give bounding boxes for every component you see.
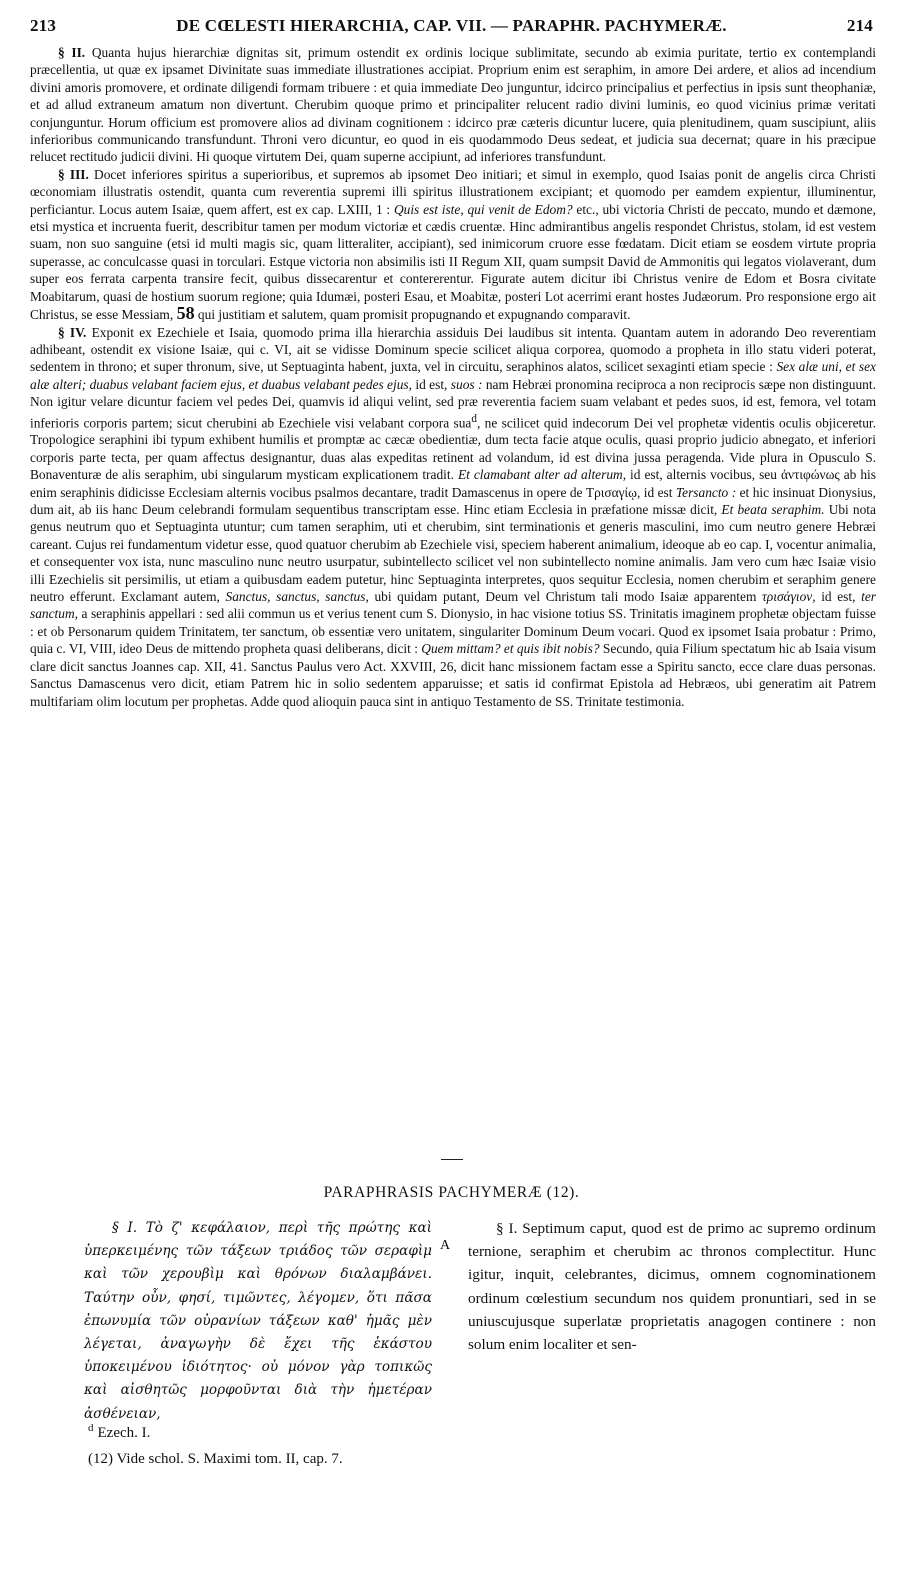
page-number-left: 213 <box>30 16 57 35</box>
paragraph-text: a seraphinis appellari : sed alii commun us et verius tenent cum S. Dionysio, in hac visione totius SS. Trinitatis imaginem prophetæ objectam fuisse : et ob Personarum quidem Trinitatem, ter sanctum, ob essentiæ vero unitatem, singulariter Dominum Deum vocari. Quod ex ipsomet Isaia probatur : Primo, quia c. VI, VIII, ideo Deus de mittendo propheta quasi deliberans, dicit : <box>30 606 876 657</box>
scripture-quote: ter sanctum, <box>30 589 876 622</box>
page-number-right: 214 <box>846 16 873 35</box>
section-2 <box>30 44 876 166</box>
paragraph-text: Exponit ex Ezechiele et Isaia, quomodo prima illa hierarchia assiduis Dei laudibus sit intenta. Quantam autem in adorando Deo reverentiam adhibeant, ostendit ex visione Isaiæ, qui c. VI, ait se vidisse Dominum specie scilicet aliqua corporea, quomodo a propheta in illo statu videri poterat, sedentem in throno; et super thronum, sive, ut Septuaginta habent, juxta, vel in circuitu, seraphinos alatos, scilicet sexaginti etiam specie : <box>30 324 877 375</box>
section-mark: § II. <box>58 45 86 60</box>
section-3 <box>30 166 876 324</box>
greek-term: τρισάγιον, <box>762 589 816 605</box>
running-title: DE CŒLESTI HIERARCHIA, CAP. VII. — PARAPHR. PACHYMERÆ. <box>176 16 727 35</box>
scripture-quote: Quem mittam? et quis ibit nobis? <box>421 641 600 657</box>
paragraph-text: Docet inferiores spiritus a superioribus, et supremos ab ipsomet Deo initiari; et simul in exemplo, quod Isaias ponit de angelis circa Christi œconomiam illustratis ostendit, quanta cum reverentia supremi illi spiritus illustrationem excipiant; et quomodo per eamdem expientur, illuminentur, perficiantur. Locus autem Isaiæ, quem affert, est ex cap. LXIII, 1 : <box>30 166 876 217</box>
running-header <box>30 16 873 38</box>
section-divider <box>441 1159 463 1160</box>
paragraph-text: Ubi nota genus neutrum quo et Septuaginta utuntur; cum tamen seraphim, uti et cherubim, sint terminationis et generis masculini, imo cum neutro genere Hebræi careant. Cujus rei fundamentum videtur esse, quod quatuor cherubim ab Ezechiele visi, speciem haberent animalium, ideoque ab eo cap. I, vocentur animalia, et consequenter vox ista, nunc masculino nunc neutro usurpatur, subintellecto scilicet vel non subintellecto nomine animalis. Jam vero cum hæc Isaiæ visio illi Ezechielis sit persimilis, ut etiam a quibusdam eadem putetur, hinc Septuaginta interpretes, quos sequitur Ecclesia, nomen cherubim et seraphim genere neutro efferunt. Exclamant autem, <box>30 502 876 605</box>
latin-column <box>468 1217 876 1356</box>
scripture-quote: suos : <box>450 376 483 392</box>
scripture-quote: Et clamabant alter ad alterum, <box>457 467 627 483</box>
scripture-quote: Quis est iste, qui venit de Edom? <box>393 201 573 217</box>
footnote-d <box>88 1415 343 1446</box>
section-mark: § III. <box>58 166 89 182</box>
scripture-quote: Et beata seraphim. <box>721 502 825 518</box>
greek-column <box>84 1217 432 1426</box>
footnote-text: Ezech. I. <box>97 1425 151 1441</box>
commentary-text <box>30 44 876 710</box>
section-4 <box>30 324 876 710</box>
footnotes <box>88 1415 343 1472</box>
paragraph-text: ubi quidam putant, Deum vel Christum tali modo Isaiæ apparentem <box>374 589 757 605</box>
scripture-quote: Tersancto : <box>675 484 737 500</box>
paragraph-text: id est, <box>415 376 448 392</box>
paragraph-text: etc., ubi victoria Christi de peccato, mundo et dæmone, etsi mystica et incruenta fuerit, describitur tamen per modum victoriæ et cædis cruentæ. Hinc admirantibus angelis respondet Christus, stolam, id est vestem suam, non suo sanguine (etsi id multi magis sic, quam litteraliter, accipiant), sed inimicorum cruore esse fœdatam. Dicit etiam se eosdem virtute propria superasse, ac conculcasse quasi in torculari. Estque victoria non absimilis isti II Regum XII, quam sumpsit David de Ammonitis qui legatos violaverant, dum super eos ferrata carpenta transire fecit, quibus dissecarentur et contererentur. Figurate autem dicitur ibi Christus venire de Edom et Bosra civitate Moabitarum, quasi de hostium suorum regione; quia Idumæi, posteri Esau, et Moabitæ, posteri Lot acerrimi erant hostes Judæorum. Pro responsione ergo ait Christus, se esse Messiam, <box>30 201 876 323</box>
paragraph-text: Secundo, quia Filium spectatum hic ab Isaia visum clare dicit sanctus Joannes cap. XII, 41. Sanctus Paulus vero Act. XXVIII, 26, dicit hanc missionem factam esse a Spiritu sancto, ecce clare duas personas. Sanctus Damascenus vero dicit, etiam Patrem hic in solio sedentem apparuisse; et satis id confirmat Epistola ad Hebræos, ubi generatim ait Patrem multifariam olim locutum per prophetas. Adde quod alioquin pauca sint in antiquo Testamento de SS. Trinitate testimonia. <box>30 641 876 709</box>
paragraph-text: id est, alternis vocibus, seu ἀντιφώνως ab his enim seraphinis didicisse Ecclesiam alternis vocibus psalmos decantare, tradit Damascenus in opere de Τρισαγίῳ, id est <box>30 467 876 500</box>
scripture-quote: Sex alæ uni, et sex alæ alteri; duabus velabant faciem ejus, et duabus velabant pedes ejus, <box>30 359 876 392</box>
paragraph-text: , ne scilicet quid indecorum Dei vel prophetæ videntis oculis objiceretur. Tropologice seraphini ibi typum exhibent humilis et promptæ ac cæcæ obedientiæ, dum tecta facie atque oculis, quasi proprio judicio abnegato, et inferiori corporis parte tecta, per quam affectus designantur, duas alas expeditas retinent ad volandum, id est divina jussa peragenda. Vide plura in Opusculo S. Bonaventuræ de alis seraphim, ubi singularum mysticam explicationem tradit. <box>30 415 876 483</box>
column-number: 58 <box>176 303 195 324</box>
footnote-ref: d <box>471 412 477 425</box>
footnote-mark: d <box>88 1422 94 1434</box>
paragraph-text: Quanta hujus hierarchiæ dignitas sit, primum ostendit ex ordinis locique sublimitate, secundo ab eximia puritate, tertio ex contemplandi præcellentia, ut quæ ex ipsamet Divinitate suas immediate illustrationes accipiat. Proprium enim est seraphim, in amore Dei ardere, et alios ad incendium divini amoris promovere, et ordinate diligendi formam tribuere : et quia immediate Deo junguntur, idcirco principalius et perfectius in ipsis sunt theophaniæ, et ad allud extraneum amatum non divertunt. Cherubim quoque primo et principaliter relucent radio divini luminis, eo quod vicinius primæ veritati conjunguntur. Horum officium est promovere alios ad divinam cognitionem : idcirco præ cæteris dicuntur lucere, quia plenitudinem, quam suscipiunt, aliis inferioribus communicando transfundunt. Throni vero dicuntur, eo quod in eis quodammodo Deus sedeat, et judicia sua decernat; quare in his præcipue relucet rectitudo judicii divini. Hi quoque virtutem Dei, quam superne accipiunt, ad inferiores transfundunt. <box>30 45 876 165</box>
paragraph-text: et hic insinuat Dionysius, dum ait, ab iis hanc Deum celebrandi formulam sequentibus transcriptam esse. Hinc etiam Ecclesia in præfatione missæ dicit, <box>30 484 876 518</box>
scripture-quote: Sanctus, sanctus, sanctus, <box>225 589 369 605</box>
paraphrasis-title: PARAPHRASIS PACHYMERÆ (12). <box>323 1184 580 1201</box>
paragraph-text: nam Hebræi pronomina reciproca a non reciprocis sæpe non distinguunt. Non igitur velare dicuntur faciem vel pedes Dei, quamvis id aliqui velint, sed præ reverentia faciem suam velabant et pedes suos, id est, femora, vel totam inferioris corporis partem; sicut cherubini ab Ezechiele visi velabant corpora sua <box>30 376 876 430</box>
section-mark: § IV. <box>58 324 87 340</box>
greek-paragraph: § I. Τὸ ζ' κεφάλαιον, περὶ τῆς πρώτης καὶ ὑπερκειμένης τῶν τάξεων τριάδος τῶν σεραφὶμ καὶ τῶν χερουβὶμ καὶ θρόνων διαλαμβάνει. Ταύτην οὖν, φησί, τιμῶντες, λέγομεν, ὅτι πᾶσα ἐπωνυμία τῶν οὐρανίων τάξεων καθ' ἡμᾶς μὲν λέγεται, ἀναγωγὴν δὲ ἔχει τῆς ἑκάστου ὑποκειμένου ἰδιότητος· οὐ μόνον γὰρ τοπικῶς καὶ αἰσθητῶς μορφοῦνται διὰ τὴν ἡμετέραν ἀσθένειαν, <box>84 1220 432 1422</box>
paragraph-text: qui justitiam et salutem, quam promisit propugnando et expugnando comparavit. <box>197 307 631 323</box>
footnote-12: (12) Vide schol. S. Maximi tom. II, cap. 7. <box>88 1451 343 1467</box>
paragraph-text: id est, <box>821 589 856 605</box>
latin-paragraph: § I. Septimum caput, quod est de primo ac supremo ordinum ternione, seraphim et cherubim ac thronos complectitur. Hunc igitur, inquit, celebrantes, dicimus, omnem cognominationem ordinum cœlestium secundum nos quidem pronuntiari, sed in se uniuscujusque superlatæ proprietatis anagogen continere : non solum enim localiter et sen- <box>468 1220 876 1354</box>
margin-letter: A <box>440 1238 451 1253</box>
